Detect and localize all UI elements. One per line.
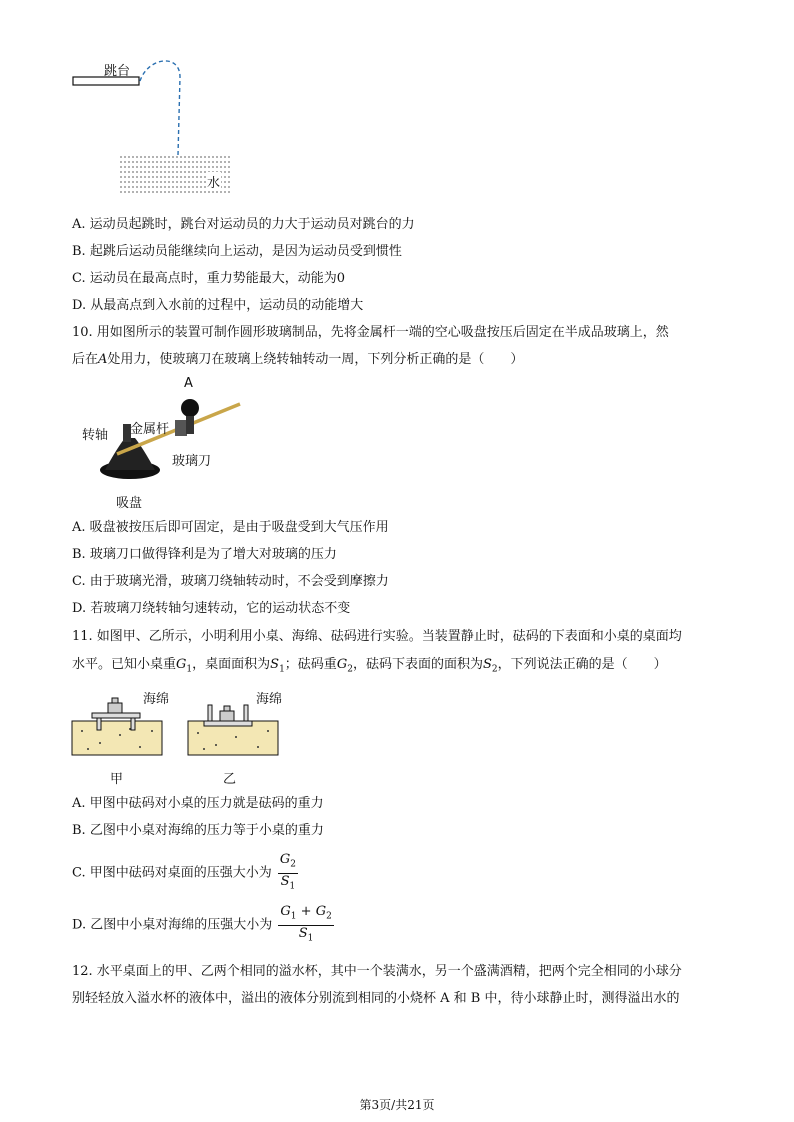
q10-option-c: C. 由于玻璃光滑，玻璃刀绕轴转动时，不会受到摩擦力: [72, 574, 389, 589]
q12-stem-line1: 12. 水平桌面上的甲、乙两个相同的溢水杯，其中一个装满水，另一个盛满酒精，把两个完全相同的小球分: [72, 964, 682, 979]
q11-stem-line2: 水平。已知小桌重$G_1$，桌面面积为$S_1$；砝码重$G_2$，砝码下表面的面积为$S_2$，下列说法正确的是（ ）: [72, 657, 667, 675]
q9-option-a: A. 运动员起跳时，跳台对运动员的力大于运动员对跳台的力: [72, 217, 415, 232]
q9-option-c: C. 运动员在最高点时，重力势能最大，动能为0: [72, 271, 346, 286]
weight-jia: [108, 703, 122, 713]
fraction-c: $\frac{G_2}{S_1}$: [279, 852, 297, 892]
q11-option-a: A. 甲图中砝码对小桌的压力就是砝码的重力: [72, 796, 324, 811]
platform-label: 跳台: [104, 64, 131, 79]
fraction-d: $\frac{G_1 + G_2}{S_1}$: [280, 904, 332, 944]
q10-option-d: D. 若玻璃刀绕转轴匀速转动，它的运动状态不变: [72, 601, 351, 616]
q11-stem-line1: 11. 如图甲、乙所示，小明利用小桌、海绵、砝码进行实验。当装置静止时，砝码的下表面和小桌的桌面均: [72, 629, 682, 644]
glass-cutter-figure: [95, 390, 255, 490]
label-shaft: 转轴: [82, 428, 109, 443]
handle-knob: [181, 399, 199, 417]
q12-stem-line2: 别轻轻放入溢水杯的液体中，溢出的液体分别流到相同的小烧杯 A 和 B 中，待小球静止时，测得溢出水的: [72, 991, 680, 1006]
water-label: 水: [206, 172, 221, 191]
label-a: A: [184, 376, 193, 391]
page-footer: 第3页/共21页: [359, 1098, 435, 1112]
table-jia: [92, 713, 140, 718]
q9-option-d: D. 从最高点到入水前的过程中，运动员的动能增大: [72, 298, 364, 313]
sponge-label-jia: 海绵: [143, 692, 170, 707]
q11-option-b: B. 乙图中小桌对海绵的压力等于小桌的重力: [72, 823, 324, 838]
q11-option-c: C. 甲图中砝码对桌面的压强大小为 $\frac{G_2}{S_1}$: [72, 852, 298, 894]
sponge-jia: [72, 721, 162, 755]
diver-trajectory: [140, 61, 180, 155]
q10-stem-line2: 后在A处用力，使玻璃刀在玻璃上绕转轴转动一周，下列分析正确的是（ ）: [72, 352, 524, 367]
q10-option-b: B. 玻璃刀口做得锋利是为了增大对玻璃的压力: [72, 547, 337, 562]
q10-option-a: A. 吸盘被按压后即可固定，是由于吸盘受到大气压作用: [72, 520, 389, 535]
label-rod: 金属杆: [130, 422, 170, 437]
table-yi: [204, 721, 252, 726]
weight-yi: [220, 711, 234, 721]
sponge-experiment-figure: [70, 685, 283, 765]
q9-option-b: B. 起跳后运动员能继续向上运动，是因为运动员受到惯性: [72, 244, 402, 259]
label-cutter: 玻璃刀: [172, 454, 212, 469]
q10-stem-line1: 10. 用如图所示的装置可制作圆形玻璃制品，先将金属杆一端的空心吸盘按压后固定在半成品玻璃上，然: [72, 325, 669, 340]
label-cup: 吸盘: [116, 496, 143, 511]
caption-jia: 甲: [110, 772, 124, 787]
sponge-label-yi: 海绵: [256, 692, 283, 707]
q11-option-d: D. 乙图中小桌对海绵的压强大小为 $\frac{G_1 + G_2}{S_1}$: [72, 904, 334, 946]
caption-yi: 乙: [223, 772, 237, 787]
